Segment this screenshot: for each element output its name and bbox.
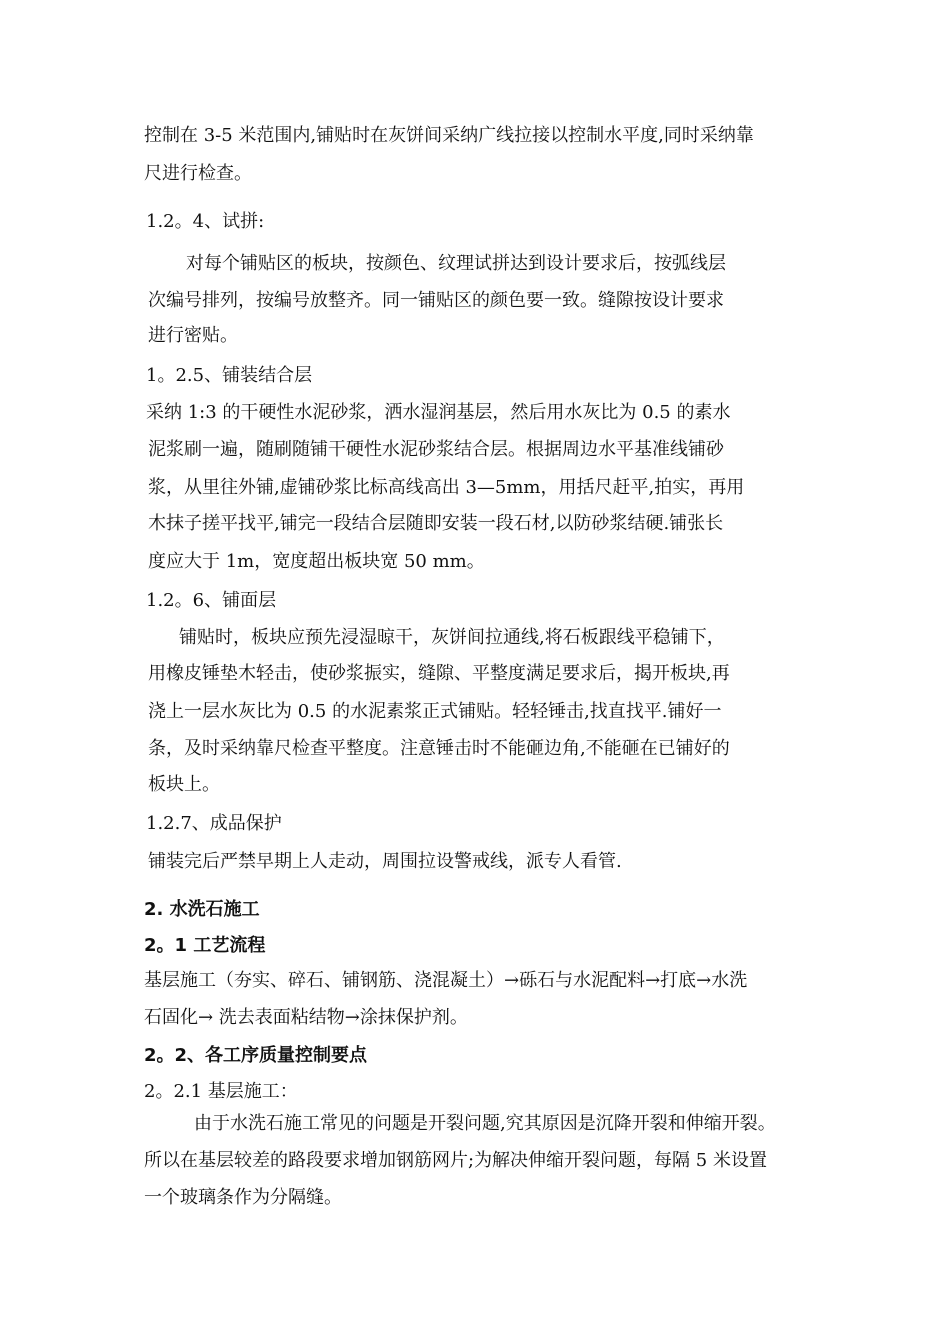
paragraph-line: 条，及时采纳靠尺检查平整度。注意锤击时不能砸边角,不能砸在已铺好的 <box>148 738 730 759</box>
paragraph-line: 所以在基层较差的路段要求增加钢筋网片;为解决伸缩开裂问题，每隔 5 米设置 <box>144 1150 767 1171</box>
chapter-heading: 2. 水洗石施工 <box>144 899 260 920</box>
paragraph-line: 泥浆刷一遍，随刷随铺干硬性水泥砂浆结合层。根据周边水平基准线铺砂 <box>148 439 724 460</box>
paragraph-line: 由于水洗石施工常见的问题是开裂问题,究其原因是沉降开裂和伸缩开裂。 <box>194 1113 776 1134</box>
paragraph-line: 铺贴时，板块应预先浸湿晾干，灰饼间拉通线,将石板跟线平稳铺下， <box>179 627 725 648</box>
paragraph-line: 浇上一层水灰比为 0.5 的水泥素浆正式铺贴。轻轻锤击,找直找平.铺好一 <box>148 701 722 722</box>
section-heading-bold: 2。2、各工序质量控制要点 <box>144 1045 368 1066</box>
section-heading-bold: 2。1 工艺流程 <box>144 935 266 956</box>
paragraph-line: 木抹子搓平找平,铺完一段结合层随即安装一段石材,以防砂浆结硬.铺张长 <box>148 513 724 534</box>
paragraph-line: 基层施工（夯实、碎石、铺钢筋、浇混凝土）→砾石与水泥配料→打底→水洗 <box>144 970 748 991</box>
section-heading: 1.2.7、成品保护 <box>146 813 282 834</box>
paragraph-line: 度应大于 1m，宽度超出板块宽 50 mm。 <box>148 551 485 572</box>
section-heading: 1.2。6、铺面层 <box>146 590 277 611</box>
paragraph-line: 对每个铺贴区的板块，按颜色、纹理试拼达到设计要求后，按弧线层 <box>186 253 726 274</box>
paragraph-line: 采纳 1:3 的干硬性水泥砂浆，洒水湿润基层，然后用水灰比为 0.5 的素水 <box>146 402 731 423</box>
paragraph-line: 浆，从里往外铺,虚铺砂浆比标高线高出 3—5mm，用括尺赶平,拍实，再用 <box>148 477 745 498</box>
section-heading: 1。2.5、铺装结合层 <box>146 365 313 386</box>
paragraph-line: 板块上。 <box>148 774 220 795</box>
paragraph-line: 次编号排列，按编号放整齐。同一铺贴区的颜色要一致。缝隙按设计要求 <box>148 290 724 311</box>
paragraph-line: 石固化→ 洗去表面粘结物→涂抹保护剂。 <box>144 1007 468 1028</box>
paragraph-line: 一个玻璃条作为分隔缝。 <box>144 1187 342 1208</box>
paragraph-line: 尺进行检查。 <box>144 163 252 184</box>
subsection-heading: 2。2.1 基层施工： <box>144 1081 298 1102</box>
paragraph-line: 用橡皮锤垫木轻击，使砂浆振实，缝隙、平整度满足要求后，揭开板块,再 <box>148 663 730 684</box>
section-heading: 1.2。4、试拼: <box>146 211 265 232</box>
paragraph-line: 进行密贴。 <box>148 325 238 346</box>
paragraph-line: 控制在 3-5 米范围内,铺贴时在灰饼间采纳广线拉接以控制水平度,同时采纳靠 <box>144 125 754 146</box>
paragraph-line: 铺装完后严禁早期上人走动，周围拉设警戒线，派专人看管. <box>148 851 622 872</box>
